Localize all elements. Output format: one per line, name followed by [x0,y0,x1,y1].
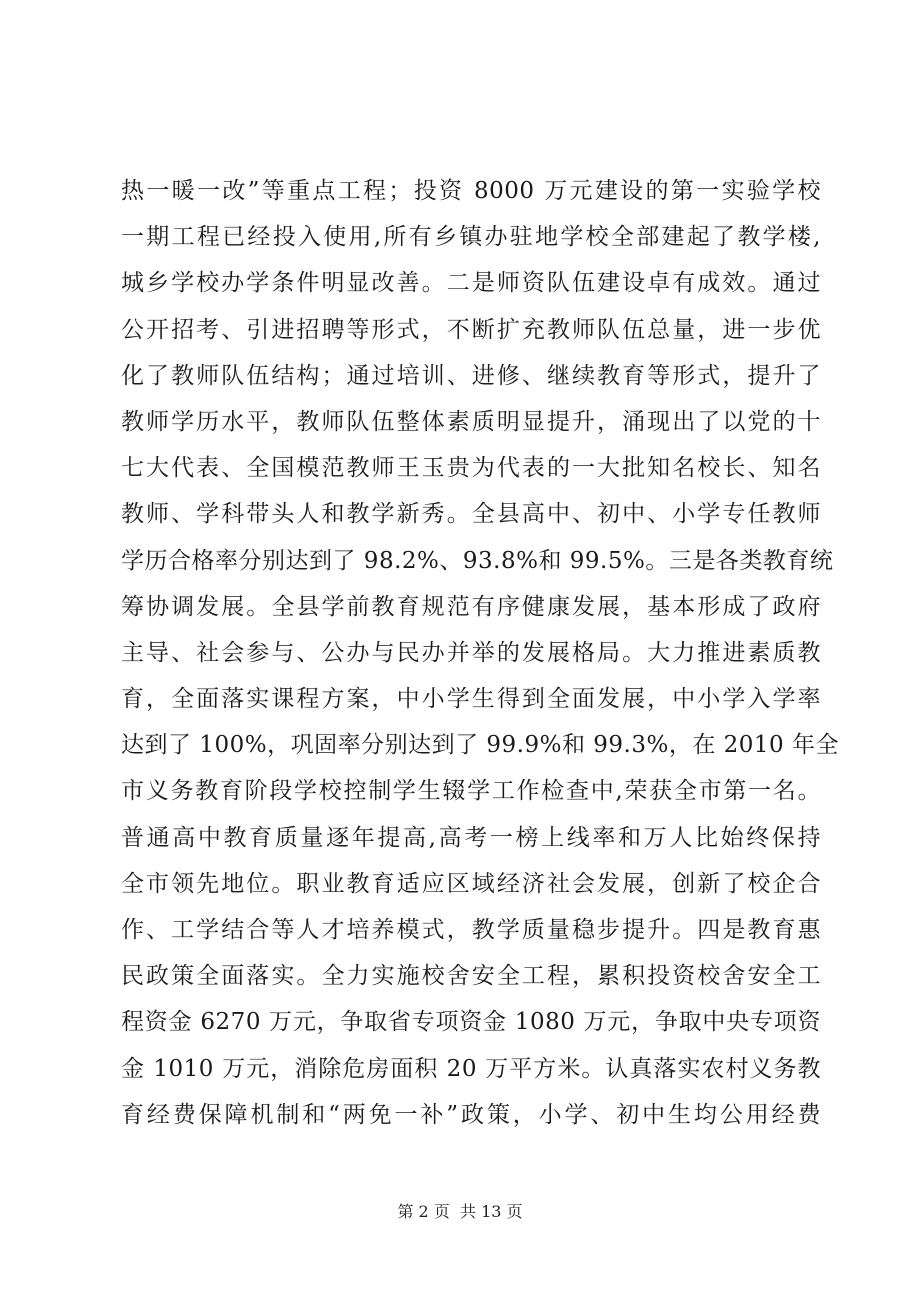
text-line: 教师学历水平，教师队伍整体素质明显提升，涌现出了以党的十 [121,408,821,435]
text-line: 七大代表、全国模范教师王玉贵为代表的一大批知名校长、知名 [121,455,821,482]
text-line: 筹协调发展。全县学前教育规范有序健康发展，基本形成了政府 [121,593,821,620]
text-line: 热一暖一改”等重点工程；投资 8000 万元建设的第一实验学校 [121,178,821,204]
text-line: 化了教师队伍结构；通过培训、进修、继续教育等形式，提升了 [121,362,821,389]
text-line: 城乡学校办学条件明显改善。二是师资队伍建设卓有成效。通过 [121,270,821,297]
text-line: 达到了 100%，巩固率分别达到了 99.9%和 99.3%，在 2010 年全 [121,732,839,759]
text-line: 公开招考、引进招聘等形式，不断扩充教师队伍总量，进一步优 [121,316,821,343]
text-line: 民政策全面落实。全力实施校舍安全工程，累积投资校舍安全工 [121,963,821,990]
text-line: 学历合格率分别达到了 98.2%、93.8%和 99.5%。三是各类教育统 [121,547,834,574]
text-line: 作、工学结合等人才培养模式，教学质量稳步提升。四是教育惠 [121,917,821,943]
text-line: 市义务教育阶段学校控制学生辍学工作检查中,荣获全市第一名。 [121,778,821,805]
text-line: 普通高中教育质量逐年提高,高考一榜上线率和万人比始终保持 [121,824,821,851]
page-number: 第 2 页 共 13 页 [397,1202,523,1221]
text-line: 教师、学科带头人和教学新秀。全县高中、初中、小学专任教师 [121,501,821,528]
text-line: 程资金 6270 万元，争取省专项资金 1080 万元，争取中央专项资 [121,1009,821,1036]
text-line: 一期工程已经投入使用,所有乡镇办驻地学校全部建起了教学楼, [121,224,821,251]
text-line: 金 1010 万元，消除危房面积 20 万平方米。认真落实农村义务教 [121,1055,821,1082]
text-line: 育经费保障机制和“两免一补”政策，小学、初中生均公用经费 [121,1101,821,1128]
body-text [121,168,839,1138]
text-line: 全市领先地位。职业教育适应区域经济社会发展，创新了校企合 [121,870,821,897]
page-footer [0,1198,920,1226]
text-line: 育，全面落实课程方案，中小学生得到全面发展，中小学入学率 [121,686,821,713]
text-line: 主导、社会参与、公办与民办并举的发展格局。大力推进素质教 [121,639,821,666]
